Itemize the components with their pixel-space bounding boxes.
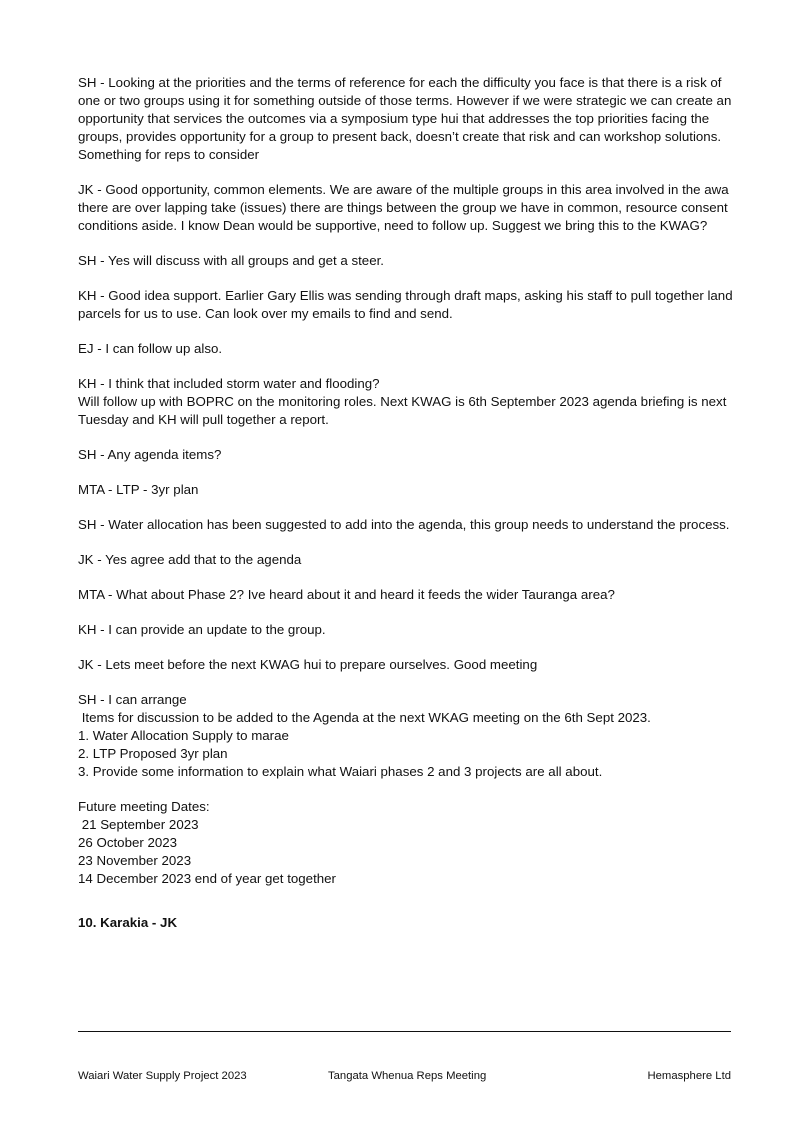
minutes-paragraph bbox=[78, 252, 733, 270]
minutes-paragraph bbox=[78, 181, 733, 235]
paragraph-line: SH - Yes will discuss with all groups and get a steer. bbox=[78, 253, 384, 268]
paragraph-line: Future meeting Dates: bbox=[78, 799, 210, 814]
paragraph-line: SH - I can arrange bbox=[78, 692, 187, 707]
paragraph-line: MTA - What about Phase 2? Ive heard about it and heard it feeds the wider Tauranga area? bbox=[78, 587, 615, 602]
section-heading: 10. Karakia - JK bbox=[78, 915, 178, 930]
minutes-paragraph bbox=[78, 691, 733, 781]
paragraph-line: JK - Good opportunity, common elements. We are aware of the multiple groups in this area involved in the awa there are over lapping take (issues) there are things between the group we have in common, resource consent conditions aside. I know Dean would be supportive, need to follow up. Suggest we bring this to the KWAG? bbox=[78, 182, 733, 233]
minutes-paragraph bbox=[78, 481, 733, 499]
paragraph-line: 2. LTP Proposed 3yr plan bbox=[78, 746, 228, 761]
paragraph-line: 3. Provide some information to explain what Waiari phases 2 and 3 projects are all about. bbox=[78, 764, 603, 779]
footer-divider bbox=[78, 1031, 731, 1032]
paragraph-line: 21 September 2023 bbox=[78, 817, 199, 832]
paragraph-line: 23 November 2023 bbox=[78, 853, 192, 868]
paragraph-line: KH - Good idea support. Earlier Gary Ellis was sending through draft maps, asking his staff to pull together land parcels for us to use. Can look over my emails to find and send. bbox=[78, 288, 737, 321]
minutes-paragraph bbox=[78, 375, 733, 429]
paragraph-line: JK - Yes agree add that to the agenda bbox=[78, 552, 302, 567]
paragraph-line: EJ - I can follow up also. bbox=[78, 341, 223, 356]
minutes-paragraph bbox=[78, 516, 733, 534]
minutes-paragraph bbox=[78, 287, 737, 323]
minutes-paragraph bbox=[78, 551, 733, 569]
minutes-paragraph bbox=[78, 340, 733, 358]
minutes-paragraph bbox=[78, 74, 736, 164]
minutes-paragraphs bbox=[78, 74, 737, 888]
minutes-paragraph bbox=[78, 798, 733, 888]
document-body bbox=[78, 74, 737, 932]
footer-company: Hemasphere Ltd bbox=[647, 1070, 731, 1082]
minutes-paragraph bbox=[78, 586, 733, 604]
footer-project: Waiari Water Supply Project 2023 bbox=[78, 1070, 247, 1082]
paragraph-line: Will follow up with BOPRC on the monitoring roles. Next KWAG is 6th September 2023 agenda briefing is next Tuesday and KH will pull together a report. bbox=[78, 394, 730, 427]
paragraph-line: SH - Looking at the priorities and the terms of reference for each the difficulty you face is that there is a risk of one or two groups using it for something outside of those terms. However if we were strategic we can create an opportunity that services the outcomes via a symposium type hui that addresses the top priorities facing the groups, provides opportunity for a group to present back, doesn’t create that risk and can workshop solutions. Something for reps to consider bbox=[78, 75, 736, 162]
minutes-paragraph bbox=[78, 446, 733, 464]
minutes-paragraph bbox=[78, 656, 733, 674]
paragraph-line: Items for discussion to be added to the Agenda at the next WKAG meeting on the 6th Sept 2023. bbox=[78, 710, 651, 725]
paragraph-line: MTA - LTP - 3yr plan bbox=[78, 482, 199, 497]
paragraph-line: KH - I think that included storm water and flooding? bbox=[78, 376, 380, 391]
paragraph-line: KH - I can provide an update to the group. bbox=[78, 622, 326, 637]
paragraph-line: 1. Water Allocation Supply to marae bbox=[78, 728, 289, 743]
footer-meeting: Tangata Whenua Reps Meeting bbox=[328, 1070, 487, 1082]
paragraph-line: JK - Lets meet before the next KWAG hui to prepare ourselves. Good meeting bbox=[78, 657, 538, 672]
paragraph-line: SH - Water allocation has been suggested to add into the agenda, this group needs to understand the process. bbox=[78, 517, 730, 532]
paragraph-line: SH - Any agenda items? bbox=[78, 447, 222, 462]
minutes-paragraph bbox=[78, 621, 733, 639]
paragraph-line: 14 December 2023 end of year get together bbox=[78, 871, 336, 886]
paragraph-line: 26 October 2023 bbox=[78, 835, 178, 850]
